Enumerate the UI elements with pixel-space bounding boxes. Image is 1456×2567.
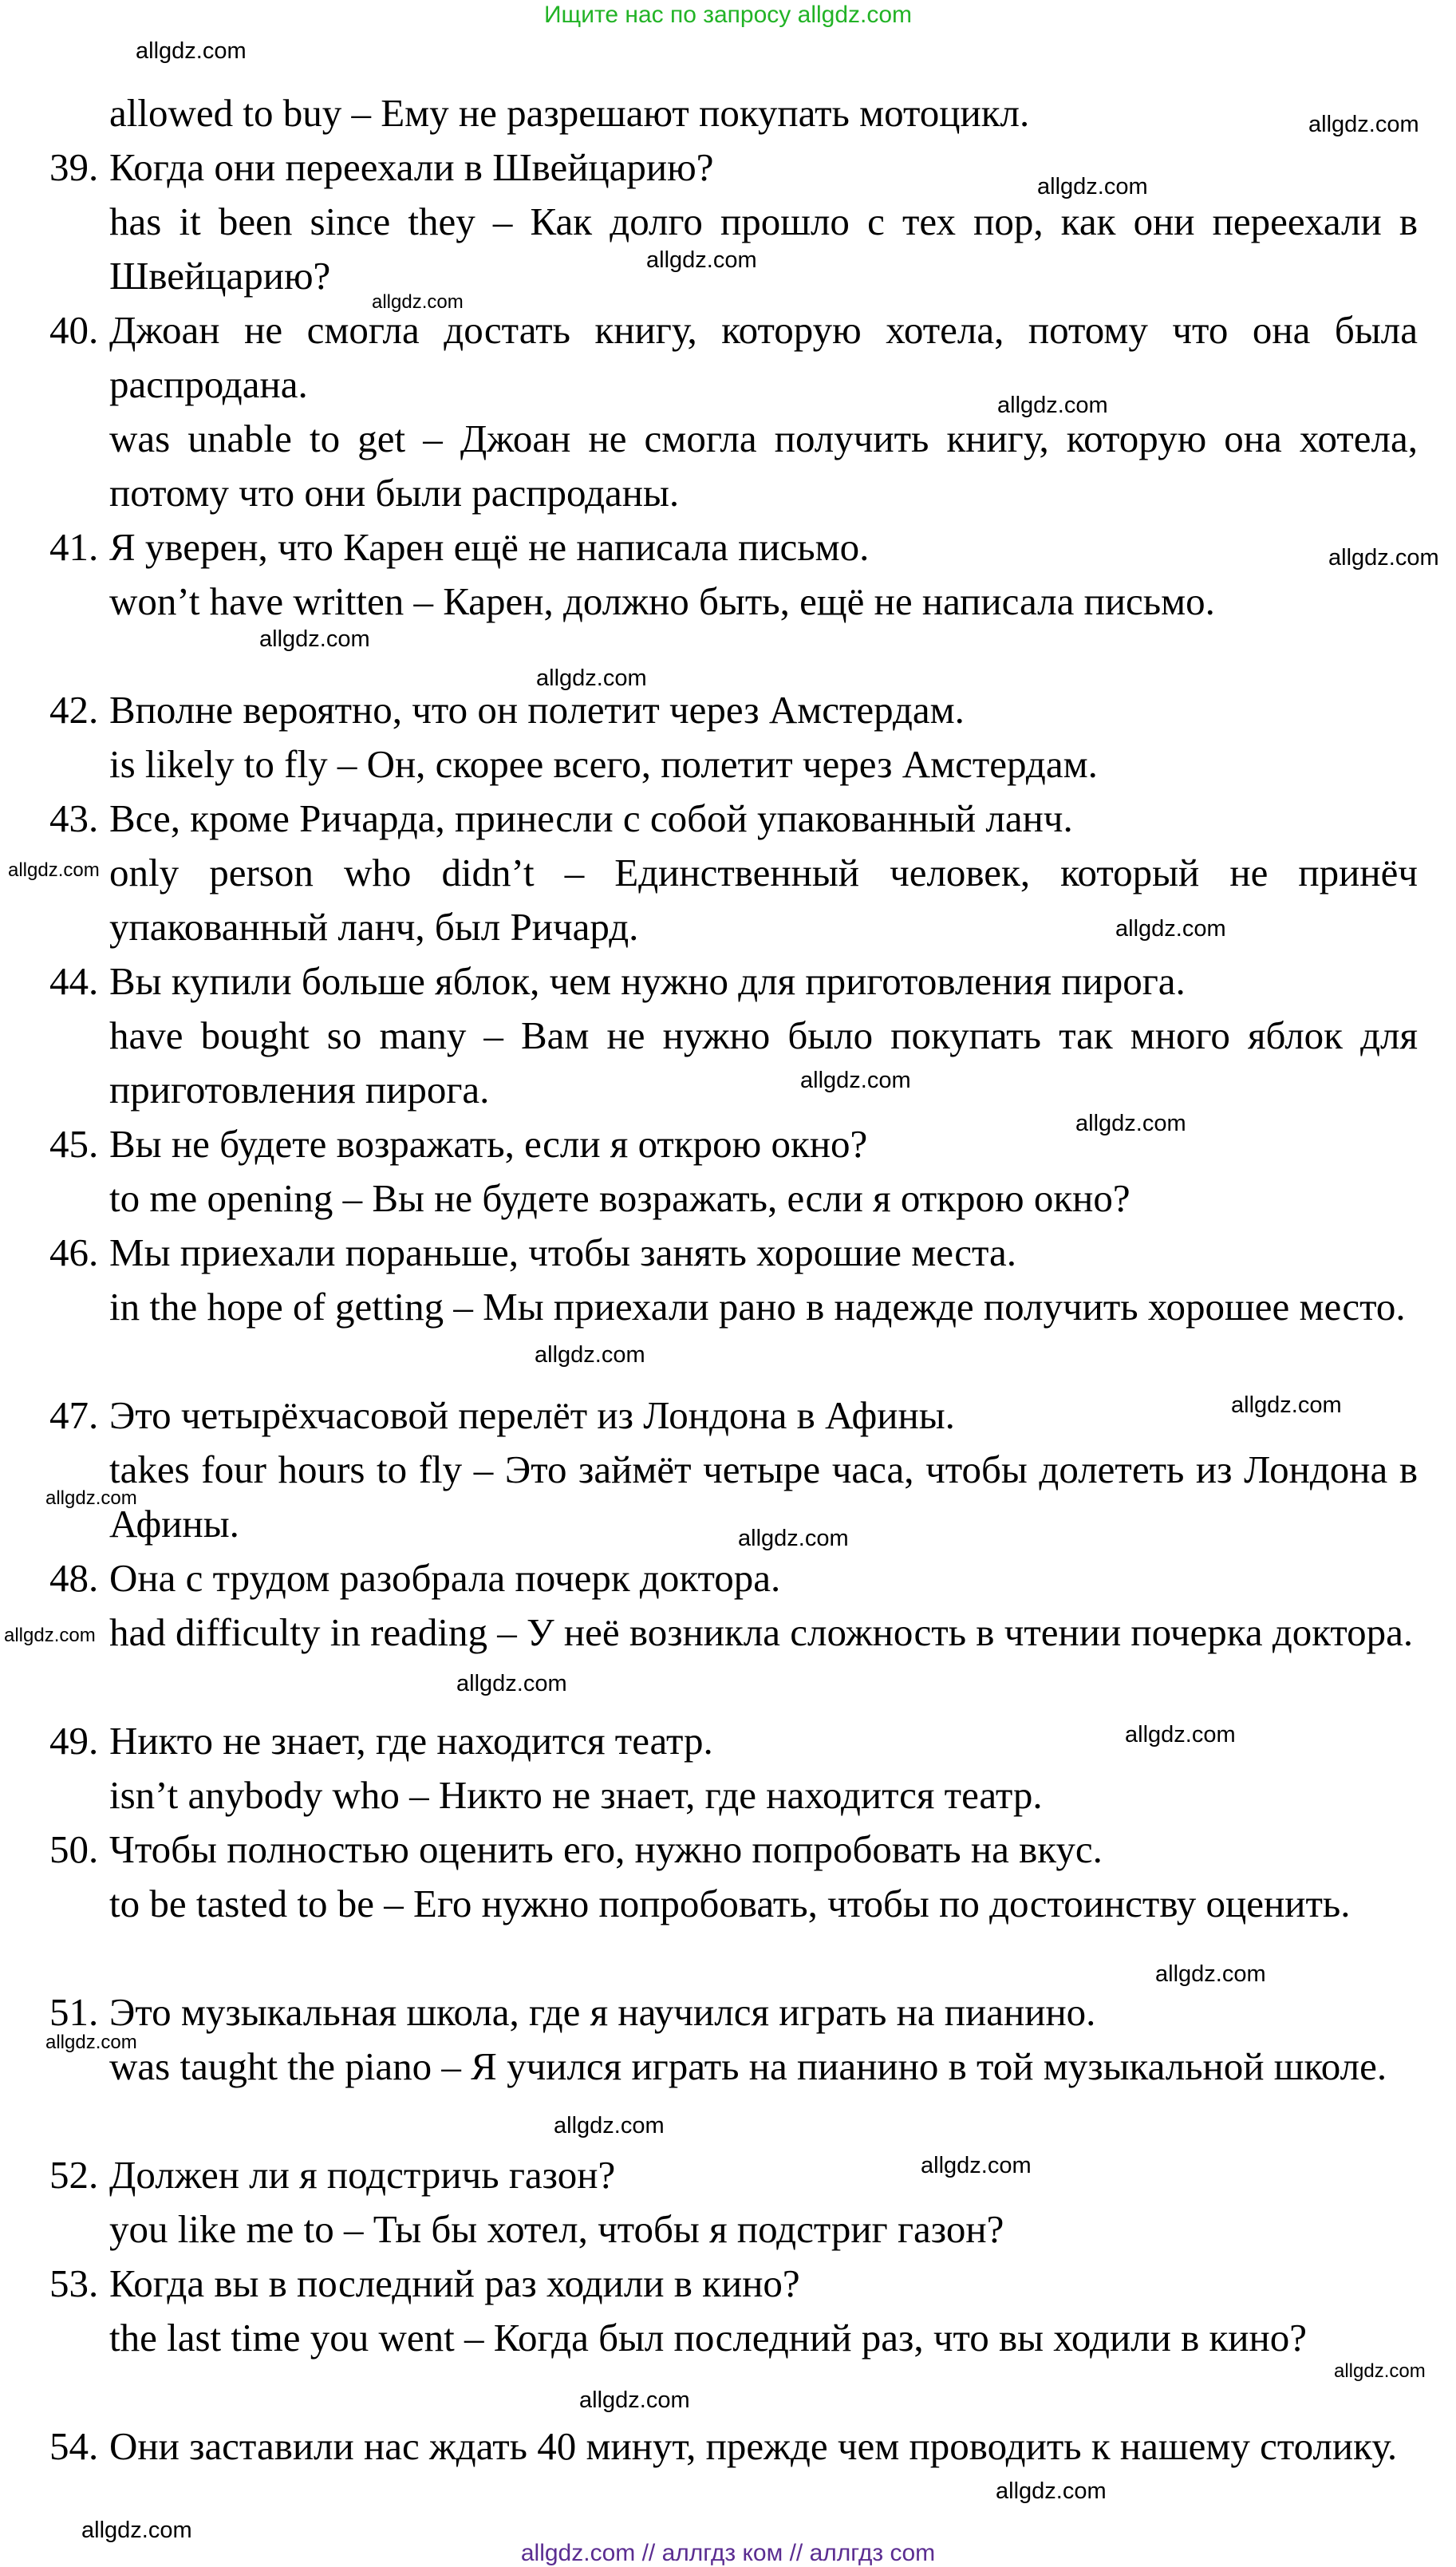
watermark: allgdz.com [45,2032,137,2053]
watermark: allgdz.com [1155,1961,1266,1987]
watermark: allgdz.com [1037,174,1148,199]
item-question: Она с трудом разобрала почерк доктора. [109,1556,781,1600]
item-answer: was unable to get – Джоан не смогла получить книгу, которую она хотела, потому что они были распроданы. [109,417,1418,515]
item-answer: won’t have written – Карен, должно быть, ещё не написала письмо. [109,579,1215,623]
item-answer: only person who didn’t – Единственный человек, который не принёч упакованный ланч, был Ричард. [109,851,1418,949]
item-number: 48. [49,1556,99,1600]
item-answer: has it been since they – Как долго прошло с тех пор, как они переехали в Швейцарию? [109,199,1418,298]
watermark: allgdz.com [1115,916,1226,942]
watermark: allgdz.com [921,2153,1032,2178]
item-answer: had difficulty in reading – У неё возникла сложность в чтении почерка доктора. [109,1610,1414,1654]
item-question: Это музыкальная школа, где я научился играть на пианино. [109,1990,1096,2034]
item-answer: in the hope of getting – Мы приехали рано в надежде получить хорошее место. [109,1285,1406,1329]
item-question: Они заставили нас ждать 40 минут, прежде чем проводить к нашему столику. [109,2424,1398,2468]
carry-over-answer: allowed to buy – Ему не разрешают покупать мотоцикл. [109,91,1030,135]
item-number: 52. [49,2153,99,2197]
watermark: allgdz.com [1075,1111,1186,1136]
item-number: 41. [49,525,99,569]
item-question: Мы приехали пораньше, чтобы занять хорошие места. [109,1230,1016,1274]
item-answer: to be tasted to be – Его нужно попробовать, чтобы по достоинству оценить. [109,1882,1351,1925]
item-answer: to me opening – Вы не будете возражать, если я открою окно? [109,1176,1130,1220]
item-number: 43. [49,796,99,840]
watermark: allgdz.com [646,247,757,273]
watermark: allgdz.com [535,1342,645,1368]
watermark: allgdz.com [1328,545,1439,571]
item-answer: takes four hours to fly – Это займёт четыре часа, чтобы долететь из Лондона в Афины. [109,1447,1418,1546]
watermark: allgdz.com [456,1671,567,1696]
item-question: Это четырёхчасовой перелёт из Лондона в Афины. [109,1393,955,1437]
bottom-banner[interactable]: allgdz.com // аллгдз ком // аллгдз com [520,2540,936,2566]
item-question: Я уверен, что Карен ещё не написала письмо. [109,525,870,569]
item-number: 53. [49,2261,99,2305]
item-answer: have bought so many – Вам не нужно было покупать так много яблок для приготовления пирога. [109,1013,1418,1112]
item-number: 50. [49,1827,99,1871]
watermark: allgdz.com [996,2478,1107,2504]
item-number: 40. [49,308,99,352]
item-number: 51. [49,1990,99,2034]
item-question: Все, кроме Ричарда, принесли с собой упакованный ланч. [109,796,1073,840]
watermark: allgdz.com [45,1487,137,1509]
item-question: Когда они переехали в Швейцарию? [109,145,714,189]
watermark: allgdz.com [536,665,647,691]
watermark: allgdz.com [8,859,100,881]
item-number: 46. [49,1230,99,1274]
watermark: allgdz.com [81,2518,192,2543]
watermark: allgdz.com [1125,1722,1236,1748]
watermark: allgdz.com [579,2387,690,2413]
watermark: allgdz.com [997,393,1108,418]
item-number: 39. [49,145,99,189]
watermark: allgdz.com [554,2113,665,2139]
item-number: 45. [49,1122,99,1166]
item-answer: was taught the piano – Я учился играть на пианино в той музыкальной школе. [109,2044,1387,2088]
watermark: allgdz.com [259,626,370,652]
item-answer: is likely to fly – Он, скорее всего, полетит через Амстердам. [109,742,1098,786]
item-answer: isn’t anybody who – Никто не знает, где находится театр. [109,1773,1043,1817]
item-number: 44. [49,959,99,1003]
item-question: Джоан не смогла достать книгу, которую хотела, потому что она была распродана. [109,308,1418,406]
item-question: Вы не будете возражать, если я открою окно? [109,1122,868,1166]
item-question: Когда вы в последний раз ходили в кино? [109,2261,800,2305]
watermark: allgdz.com [738,1526,849,1551]
watermark: allgdz.com [1334,2360,1426,2382]
item-question: Вы купили больше яблок, чем нужно для приготовления пирога. [109,959,1186,1003]
item-answer: you like me to – Ты бы хотел, чтобы я подстриг газон? [109,2207,1004,2251]
item-number: 54. [49,2424,99,2468]
watermark: allgdz.com [372,291,464,313]
watermark: allgdz.com [1308,112,1419,137]
watermark: allgdz.com [4,1625,96,1646]
item-question: Должен ли я подстричь газон? [109,2153,616,2197]
top-banner[interactable]: Ищите нас по запросу allgdz.com [543,2,913,28]
item-number: 47. [49,1393,99,1437]
item-number: 42. [49,688,99,732]
item-question: Чтобы полностью оценить его, нужно попробовать на вкус. [109,1827,1103,1871]
watermark: allgdz.com [136,38,247,64]
item-question: Вполне вероятно, что он полетит через Амстердам. [109,688,965,732]
watermark: allgdz.com [1231,1392,1342,1418]
item-answer: the last time you went – Когда был последний раз, что вы ходили в кино? [109,2316,1307,2360]
item-number: 49. [49,1719,99,1763]
watermark: allgdz.com [800,1068,911,1093]
item-question: Никто не знает, где находится театр. [109,1719,713,1763]
